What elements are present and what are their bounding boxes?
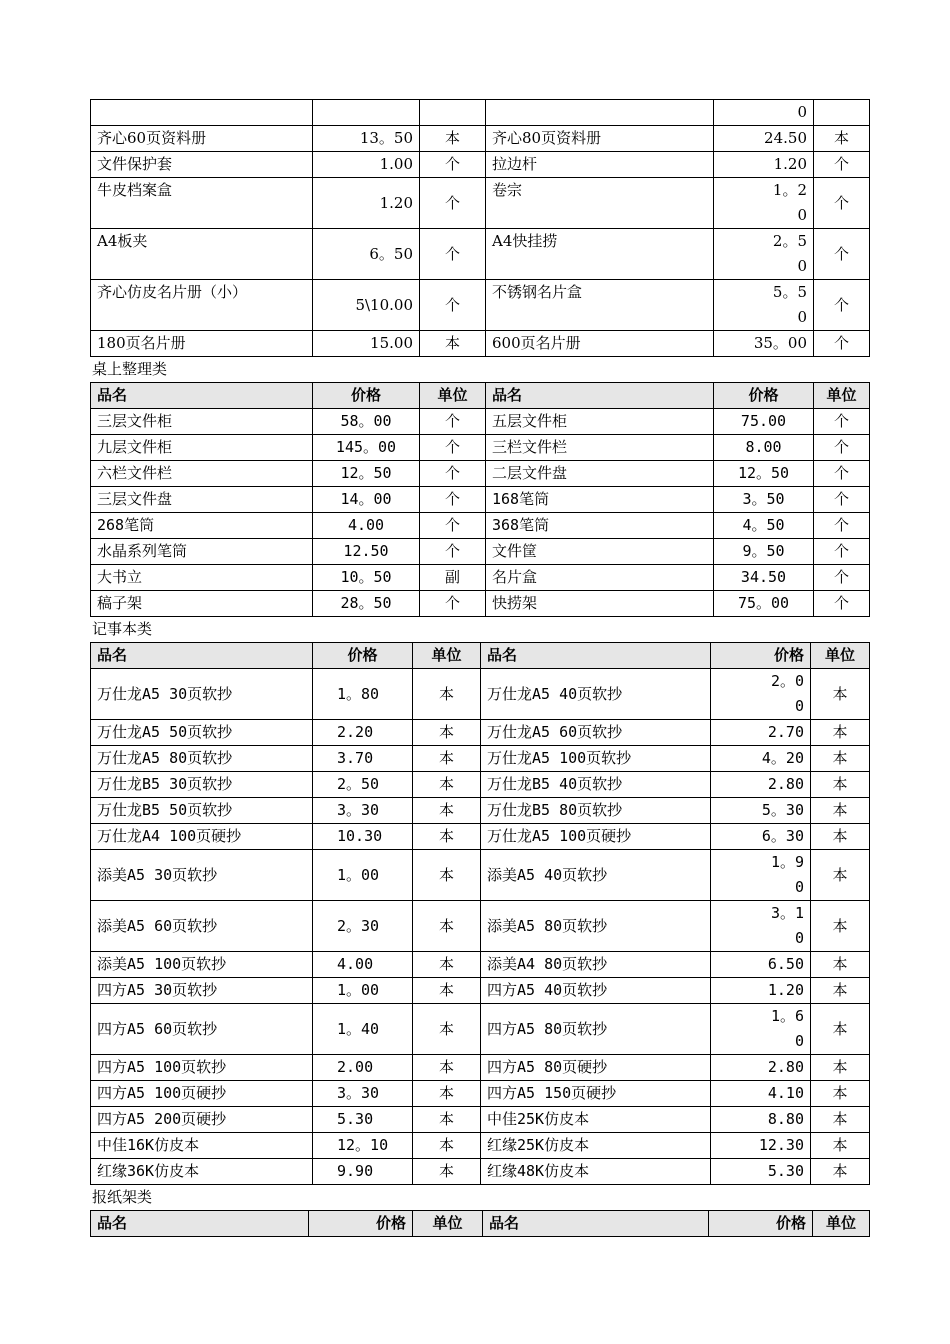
item-name: 添美A5 100页软抄 xyxy=(91,952,313,978)
item-name: 万仕龙A5 80页软抄 xyxy=(91,746,313,772)
table-row xyxy=(91,178,870,229)
item-name: A4快挂捞 xyxy=(486,229,714,280)
item-name: 添美A5 40页软抄 xyxy=(481,850,711,901)
item-unit: 个 xyxy=(814,280,870,331)
header-price: 价格 xyxy=(714,383,814,409)
item-price: 14。00 xyxy=(313,487,420,513)
header-unit: 单位 xyxy=(413,1211,483,1237)
table-row xyxy=(91,565,870,591)
header-price: 价格 xyxy=(313,383,420,409)
item-unit: 本 xyxy=(811,1004,870,1055)
item-unit: 本 xyxy=(811,901,870,952)
item-unit: 本 xyxy=(811,1081,870,1107)
item-price: 15.00 xyxy=(313,331,420,357)
table-row xyxy=(91,100,870,126)
item-price: 5。5 0 xyxy=(714,280,814,331)
item-price: 75。00 xyxy=(714,591,814,617)
item-price: 6.50 xyxy=(711,952,811,978)
table-row xyxy=(91,280,870,331)
item-unit: 本 xyxy=(811,824,870,850)
item-name: 四方A5 80页软抄 xyxy=(481,1004,711,1055)
item-name: 万仕龙A5 30页软抄 xyxy=(91,669,313,720)
table-row xyxy=(91,152,870,178)
item-unit: 个 xyxy=(814,152,870,178)
item-unit: 个 xyxy=(420,229,486,280)
item-name: 水晶系列笔筒 xyxy=(91,539,313,565)
header-name: 品名 xyxy=(91,643,313,669)
item-unit: 本 xyxy=(811,952,870,978)
item-unit: 本 xyxy=(413,901,481,952)
table-row xyxy=(91,824,870,850)
item-unit: 本 xyxy=(413,952,481,978)
item-price: 75.00 xyxy=(714,409,814,435)
item-name: 四方A5 100页硬抄 xyxy=(91,1081,313,1107)
item-name: 万仕龙A4 100页硬抄 xyxy=(91,824,313,850)
item-unit: 个 xyxy=(814,435,870,461)
item-price: 1。80 xyxy=(313,669,413,720)
item-name: 万仕龙A5 40页软抄 xyxy=(481,669,711,720)
section-title-notebook: 记事本类 xyxy=(92,620,153,638)
item-price: 12。50 xyxy=(714,461,814,487)
table-row xyxy=(91,850,870,901)
table-row xyxy=(91,798,870,824)
item-unit: 本 xyxy=(413,850,481,901)
item-unit: 个 xyxy=(420,487,486,513)
item-unit: 本 xyxy=(413,1055,481,1081)
item-unit: 本 xyxy=(413,1081,481,1107)
item-unit: 个 xyxy=(420,591,486,617)
item-name: 六栏文件栏 xyxy=(91,461,313,487)
item-price: 12。10 xyxy=(313,1133,413,1159)
table-row xyxy=(91,461,870,487)
item-name: 三栏文件栏 xyxy=(486,435,714,461)
item-name: 万仕龙B5 80页软抄 xyxy=(481,798,711,824)
item-unit: 本 xyxy=(413,1159,481,1185)
item-price: 4.10 xyxy=(711,1081,811,1107)
table-row xyxy=(91,1004,870,1055)
table-desk-body xyxy=(91,409,870,617)
table-row xyxy=(91,539,870,565)
item-unit: 本 xyxy=(413,1004,481,1055)
table-row xyxy=(91,978,870,1004)
item-name: 不锈钢名片盒 xyxy=(486,280,714,331)
item-price: 6。50 xyxy=(313,229,420,280)
table-row xyxy=(91,1081,870,1107)
item-name: 万仕龙A5 50页软抄 xyxy=(91,720,313,746)
item-price: 13。50 xyxy=(313,126,420,152)
item-unit: 本 xyxy=(811,1159,870,1185)
header-price: 价格 xyxy=(313,643,413,669)
item-unit: 本 xyxy=(413,1133,481,1159)
item-price: 0 xyxy=(714,100,814,126)
item-name: 万仕龙B5 50页软抄 xyxy=(91,798,313,824)
table-row xyxy=(91,409,870,435)
item-price: 58。00 xyxy=(313,409,420,435)
item-unit: 个 xyxy=(420,435,486,461)
header-name: 品名 xyxy=(91,1211,309,1237)
item-unit: 本 xyxy=(811,1107,870,1133)
item-price: 2.70 xyxy=(711,720,811,746)
header-name: 品名 xyxy=(91,383,313,409)
item-price xyxy=(313,100,420,126)
item-price: 6。30 xyxy=(711,824,811,850)
item-name: 稿子架 xyxy=(91,591,313,617)
item-unit: 个 xyxy=(814,461,870,487)
item-unit: 副 xyxy=(420,565,486,591)
item-unit xyxy=(814,100,870,126)
header-unit: 单位 xyxy=(813,1211,870,1237)
item-price: 2。0 0 xyxy=(711,669,811,720)
table-row xyxy=(91,331,870,357)
item-unit: 本 xyxy=(811,1055,870,1081)
item-unit: 个 xyxy=(420,409,486,435)
table-desk xyxy=(90,382,870,617)
table-files xyxy=(90,99,870,357)
item-unit: 个 xyxy=(420,178,486,229)
table-row xyxy=(91,229,870,280)
item-name: 九层文件柜 xyxy=(91,435,313,461)
item-name: 名片盒 xyxy=(486,565,714,591)
item-price: 3.70 xyxy=(313,746,413,772)
item-price: 28。50 xyxy=(313,591,420,617)
item-price: 5\10.00 xyxy=(313,280,420,331)
item-price: 3。1 0 xyxy=(711,901,811,952)
item-unit: 个 xyxy=(420,513,486,539)
header-unit: 单位 xyxy=(413,643,481,669)
item-price: 5.30 xyxy=(313,1107,413,1133)
table-row xyxy=(91,1107,870,1133)
item-name: 368笔筒 xyxy=(486,513,714,539)
table-header-row xyxy=(91,1211,870,1237)
item-unit: 个 xyxy=(814,565,870,591)
item-name: 四方A5 30页软抄 xyxy=(91,978,313,1004)
item-name: 拉边杆 xyxy=(486,152,714,178)
item-name: 红缘25K仿皮本 xyxy=(481,1133,711,1159)
item-unit: 本 xyxy=(413,772,481,798)
item-price: 1.20 xyxy=(711,978,811,1004)
item-unit: 本 xyxy=(814,126,870,152)
item-name: 万仕龙B5 40页软抄 xyxy=(481,772,711,798)
item-name: 红缘36K仿皮本 xyxy=(91,1159,313,1185)
item-name: A4板夹 xyxy=(91,229,313,280)
item-price: 4。20 xyxy=(711,746,811,772)
item-name: 中佳25K仿皮本 xyxy=(481,1107,711,1133)
item-price: 4.00 xyxy=(313,952,413,978)
item-name: 万仕龙A5 100页软抄 xyxy=(481,746,711,772)
item-name: 万仕龙A5 100页硬抄 xyxy=(481,824,711,850)
item-price: 9。50 xyxy=(714,539,814,565)
item-unit: 个 xyxy=(814,409,870,435)
item-price: 2.80 xyxy=(711,1055,811,1081)
item-unit: 个 xyxy=(814,487,870,513)
item-price: 1.20 xyxy=(313,178,420,229)
item-name: 四方A5 150页硬抄 xyxy=(481,1081,711,1107)
table-notebook xyxy=(90,642,870,1185)
item-price: 8.00 xyxy=(714,435,814,461)
header-name: 品名 xyxy=(486,383,714,409)
item-unit: 本 xyxy=(811,669,870,720)
item-name: 600页名片册 xyxy=(486,331,714,357)
table-row xyxy=(91,126,870,152)
table-row xyxy=(91,720,870,746)
document-page xyxy=(90,99,869,1237)
item-price: 1.20 xyxy=(714,152,814,178)
item-name: 快捞架 xyxy=(486,591,714,617)
item-unit: 个 xyxy=(420,539,486,565)
item-name: 四方A5 40页软抄 xyxy=(481,978,711,1004)
item-name: 中佳16K仿皮本 xyxy=(91,1133,313,1159)
item-name: 五层文件柜 xyxy=(486,409,714,435)
item-price: 5.30 xyxy=(711,1159,811,1185)
item-price: 2。5 0 xyxy=(714,229,814,280)
table-row xyxy=(91,772,870,798)
item-unit xyxy=(420,100,486,126)
header-unit: 单位 xyxy=(811,643,870,669)
item-name xyxy=(91,100,313,126)
table-row xyxy=(91,435,870,461)
item-price: 1.00 xyxy=(313,152,420,178)
section-title-desk: 桌上整理类 xyxy=(92,360,168,378)
item-price: 3。30 xyxy=(313,1081,413,1107)
header-price: 价格 xyxy=(309,1211,413,1237)
item-price: 1。6 0 xyxy=(711,1004,811,1055)
header-price: 价格 xyxy=(709,1211,813,1237)
item-price: 4。50 xyxy=(714,513,814,539)
item-price: 4.00 xyxy=(313,513,420,539)
item-price: 10。50 xyxy=(313,565,420,591)
header-unit: 单位 xyxy=(420,383,486,409)
item-price: 34.50 xyxy=(714,565,814,591)
table-newspaper xyxy=(90,1210,870,1237)
header-name: 品名 xyxy=(483,1211,709,1237)
item-price: 24.50 xyxy=(714,126,814,152)
item-name: 齐心80页资料册 xyxy=(486,126,714,152)
item-price: 1。2 0 xyxy=(714,178,814,229)
item-unit: 个 xyxy=(420,152,486,178)
item-unit: 本 xyxy=(420,331,486,357)
item-name: 文件保护套 xyxy=(91,152,313,178)
item-name: 添美A5 30页软抄 xyxy=(91,850,313,901)
item-price: 1。9 0 xyxy=(711,850,811,901)
item-unit: 个 xyxy=(814,591,870,617)
item-price: 12.30 xyxy=(711,1133,811,1159)
table-row xyxy=(91,1159,870,1185)
item-price: 2。50 xyxy=(313,772,413,798)
item-name xyxy=(486,100,714,126)
header-unit: 单位 xyxy=(814,383,870,409)
table-header-row xyxy=(91,643,870,669)
item-unit: 个 xyxy=(420,280,486,331)
header-price: 价格 xyxy=(711,643,811,669)
item-name: 万仕龙A5 60页软抄 xyxy=(481,720,711,746)
item-name: 二层文件盘 xyxy=(486,461,714,487)
item-price: 3。50 xyxy=(714,487,814,513)
item-name: 添美A5 60页软抄 xyxy=(91,901,313,952)
item-price: 2.00 xyxy=(313,1055,413,1081)
item-unit: 本 xyxy=(413,824,481,850)
item-unit: 本 xyxy=(811,1133,870,1159)
table-row xyxy=(91,901,870,952)
item-price: 2。30 xyxy=(313,901,413,952)
item-unit: 本 xyxy=(811,746,870,772)
item-price: 2.20 xyxy=(313,720,413,746)
table-row xyxy=(91,513,870,539)
item-name: 齐心仿皮名片册（小） xyxy=(91,280,313,331)
item-unit: 本 xyxy=(811,720,870,746)
item-name: 四方A5 60页软抄 xyxy=(91,1004,313,1055)
item-unit: 个 xyxy=(814,331,870,357)
item-price: 1。00 xyxy=(313,850,413,901)
item-price: 2.80 xyxy=(711,772,811,798)
table-row xyxy=(91,952,870,978)
item-unit: 本 xyxy=(413,1107,481,1133)
item-name: 四方A5 80页硬抄 xyxy=(481,1055,711,1081)
table-row xyxy=(91,487,870,513)
table-row xyxy=(91,1133,870,1159)
item-price: 1。40 xyxy=(313,1004,413,1055)
item-price: 3。30 xyxy=(313,798,413,824)
item-unit: 本 xyxy=(413,720,481,746)
table-row xyxy=(91,591,870,617)
item-price: 10.30 xyxy=(313,824,413,850)
item-name: 四方A5 200页硬抄 xyxy=(91,1107,313,1133)
section-title-newspaper: 报纸架类 xyxy=(92,1188,153,1206)
item-name: 文件筐 xyxy=(486,539,714,565)
item-unit: 本 xyxy=(413,746,481,772)
table-row xyxy=(91,1055,870,1081)
item-price: 9.90 xyxy=(313,1159,413,1185)
item-unit: 个 xyxy=(814,229,870,280)
item-price: 145。00 xyxy=(313,435,420,461)
item-price: 1。00 xyxy=(313,978,413,1004)
header-name: 品名 xyxy=(481,643,711,669)
item-unit: 本 xyxy=(811,798,870,824)
table-row xyxy=(91,669,870,720)
item-price: 5。30 xyxy=(711,798,811,824)
item-name: 添美A5 80页软抄 xyxy=(481,901,711,952)
item-name: 添美A4 80页软抄 xyxy=(481,952,711,978)
table-notebook-body xyxy=(91,669,870,1185)
item-name: 卷宗 xyxy=(486,178,714,229)
item-name: 四方A5 100页软抄 xyxy=(91,1055,313,1081)
item-unit: 本 xyxy=(811,850,870,901)
table-header-row xyxy=(91,383,870,409)
item-unit: 本 xyxy=(413,978,481,1004)
item-unit: 本 xyxy=(413,669,481,720)
item-unit: 本 xyxy=(413,798,481,824)
item-unit: 个 xyxy=(814,513,870,539)
table-row xyxy=(91,746,870,772)
item-name: 268笔筒 xyxy=(91,513,313,539)
item-name: 168笔筒 xyxy=(486,487,714,513)
item-unit: 本 xyxy=(420,126,486,152)
item-name: 齐心60页资料册 xyxy=(91,126,313,152)
table-files-body xyxy=(91,100,870,357)
item-unit: 个 xyxy=(420,461,486,487)
item-price: 12。50 xyxy=(313,461,420,487)
item-price: 35。00 xyxy=(714,331,814,357)
item-name: 牛皮档案盒 xyxy=(91,178,313,229)
item-unit: 个 xyxy=(814,539,870,565)
item-price: 12.50 xyxy=(313,539,420,565)
item-name: 三层文件盘 xyxy=(91,487,313,513)
item-name: 红缘48K仿皮本 xyxy=(481,1159,711,1185)
item-price: 8.80 xyxy=(711,1107,811,1133)
item-name: 三层文件柜 xyxy=(91,409,313,435)
item-name: 万仕龙B5 30页软抄 xyxy=(91,772,313,798)
item-name: 180页名片册 xyxy=(91,331,313,357)
item-unit: 本 xyxy=(811,772,870,798)
item-unit: 个 xyxy=(814,178,870,229)
item-unit: 本 xyxy=(811,978,870,1004)
item-name: 大书立 xyxy=(91,565,313,591)
